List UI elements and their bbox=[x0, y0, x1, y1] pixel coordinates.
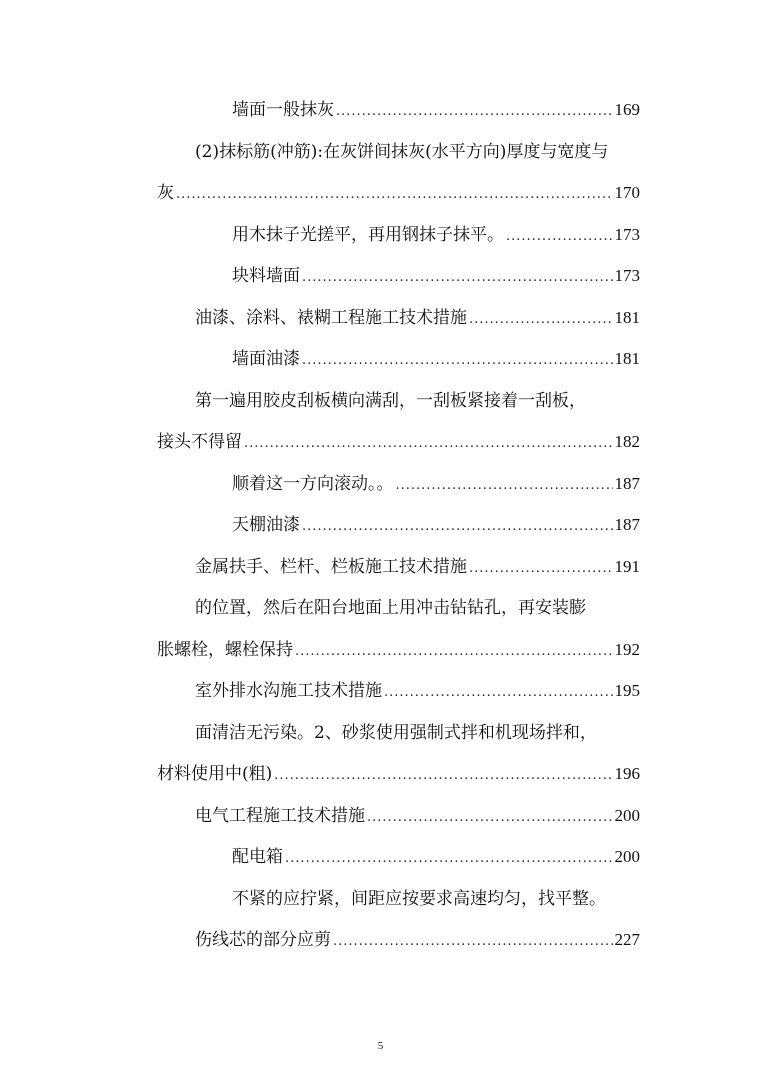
toc-entry[interactable] bbox=[195, 678, 640, 704]
toc-entry-title: 用木抹子光搓平，再用钢抹子抹平。 bbox=[232, 225, 504, 245]
toc-text-line: 不紧的应拧紧，间距应按要求高速均匀，找平整。 bbox=[232, 889, 606, 909]
toc-entry-page: 182 bbox=[614, 432, 640, 451]
dot-leader bbox=[302, 514, 613, 540]
toc-entry-title: 接头不得留 bbox=[157, 432, 242, 452]
dot-leader bbox=[302, 265, 613, 291]
toc-entry-title: 天棚油漆 bbox=[232, 515, 300, 535]
dot-leader bbox=[469, 307, 613, 333]
dot-leader bbox=[469, 556, 613, 582]
toc-entry-page: 169 bbox=[614, 100, 640, 119]
toc-entry-title: 金属扶手、栏杆、栏板施工技术措施 bbox=[195, 557, 467, 577]
toc-entry[interactable] bbox=[195, 803, 640, 829]
toc-text-line: 的位置，然后在阳台地面上用冲击钻钻孔，再安装膨 bbox=[195, 598, 586, 618]
toc-entry-page: 195 bbox=[614, 681, 640, 700]
toc-entry-title: 室外排水沟施工技术措施 bbox=[195, 681, 382, 701]
toc-text-line: 面清洁无污染。2、砂浆使用强制式拌和机现场拌和， bbox=[195, 723, 597, 743]
toc-entry[interactable] bbox=[195, 305, 640, 331]
toc-entry-title: 伤线芯的部分应剪 bbox=[195, 930, 331, 950]
toc-entry-page: 192 bbox=[614, 640, 640, 659]
dot-leader bbox=[295, 639, 613, 665]
dot-leader bbox=[367, 805, 613, 831]
dot-leader bbox=[384, 680, 613, 706]
toc-entry-title: 油漆、涂料、裱糊工程施工技术措施 bbox=[195, 308, 467, 328]
toc-entry[interactable] bbox=[232, 97, 640, 123]
toc-entry[interactable] bbox=[232, 346, 640, 372]
toc-entry[interactable] bbox=[232, 222, 640, 248]
dot-leader bbox=[274, 763, 612, 789]
toc-entry[interactable] bbox=[157, 180, 640, 206]
toc-entry[interactable] bbox=[232, 512, 640, 538]
toc-entry[interactable] bbox=[157, 637, 640, 663]
toc-entry-title: 墙面一般抹灰 bbox=[232, 100, 334, 120]
toc-entry[interactable] bbox=[157, 761, 640, 787]
toc-entry[interactable] bbox=[232, 844, 640, 870]
toc-entry-page: 200 bbox=[614, 847, 640, 866]
toc-entry-page: 181 bbox=[614, 308, 640, 327]
toc-entry[interactable] bbox=[195, 927, 640, 953]
toc-entry-title: 胀螺栓，螺栓保持 bbox=[157, 640, 293, 660]
toc-entry-title: 配电箱 bbox=[232, 847, 283, 867]
dot-leader bbox=[336, 99, 613, 125]
toc-entry-title: 灰 bbox=[157, 183, 174, 203]
toc-entry-page: 196 bbox=[614, 764, 640, 783]
dot-leader bbox=[244, 431, 613, 457]
toc-entry-page: 170 bbox=[614, 183, 640, 202]
toc-entry-title: 顺着这一方向滚动。。 bbox=[232, 474, 394, 494]
toc-entry-title: 块料墙面 bbox=[232, 266, 300, 286]
toc-entry[interactable] bbox=[195, 554, 640, 580]
toc-entry[interactable] bbox=[232, 471, 640, 497]
page-number: 5 bbox=[377, 1040, 384, 1052]
toc-entry-title: 电气工程施工技术措施 bbox=[195, 806, 365, 826]
toc-entry[interactable] bbox=[232, 263, 640, 289]
dot-leader bbox=[176, 182, 613, 208]
toc-entry-page: 200 bbox=[614, 806, 640, 825]
toc-entry-page: 173 bbox=[614, 225, 640, 244]
dot-leader bbox=[302, 348, 613, 374]
dot-leader bbox=[333, 929, 613, 955]
toc-entry[interactable] bbox=[157, 429, 640, 455]
dot-leader bbox=[506, 224, 613, 250]
toc-text-line: 第一遍用胶皮刮板横向满刮，一刮板紧接着一刮板， bbox=[195, 391, 586, 411]
toc-entry-title: 墙面油漆 bbox=[232, 349, 300, 369]
toc-entry-page: 187 bbox=[614, 515, 640, 534]
toc-entry-page: 227 bbox=[614, 930, 640, 949]
toc-entry-title: 材料使用中(粗) bbox=[157, 764, 273, 784]
toc-entry-page: 173 bbox=[614, 266, 640, 285]
dot-leader bbox=[396, 473, 613, 499]
toc-entry-page: 191 bbox=[614, 557, 640, 576]
toc-entry-page: 187 bbox=[614, 474, 640, 493]
dot-leader bbox=[285, 846, 613, 872]
toc-text-line: (2)抹标筋(冲筋):在灰饼间抹灰(水平方向)厚度与宽度与 bbox=[195, 142, 609, 162]
toc-entry-page: 181 bbox=[614, 349, 640, 368]
